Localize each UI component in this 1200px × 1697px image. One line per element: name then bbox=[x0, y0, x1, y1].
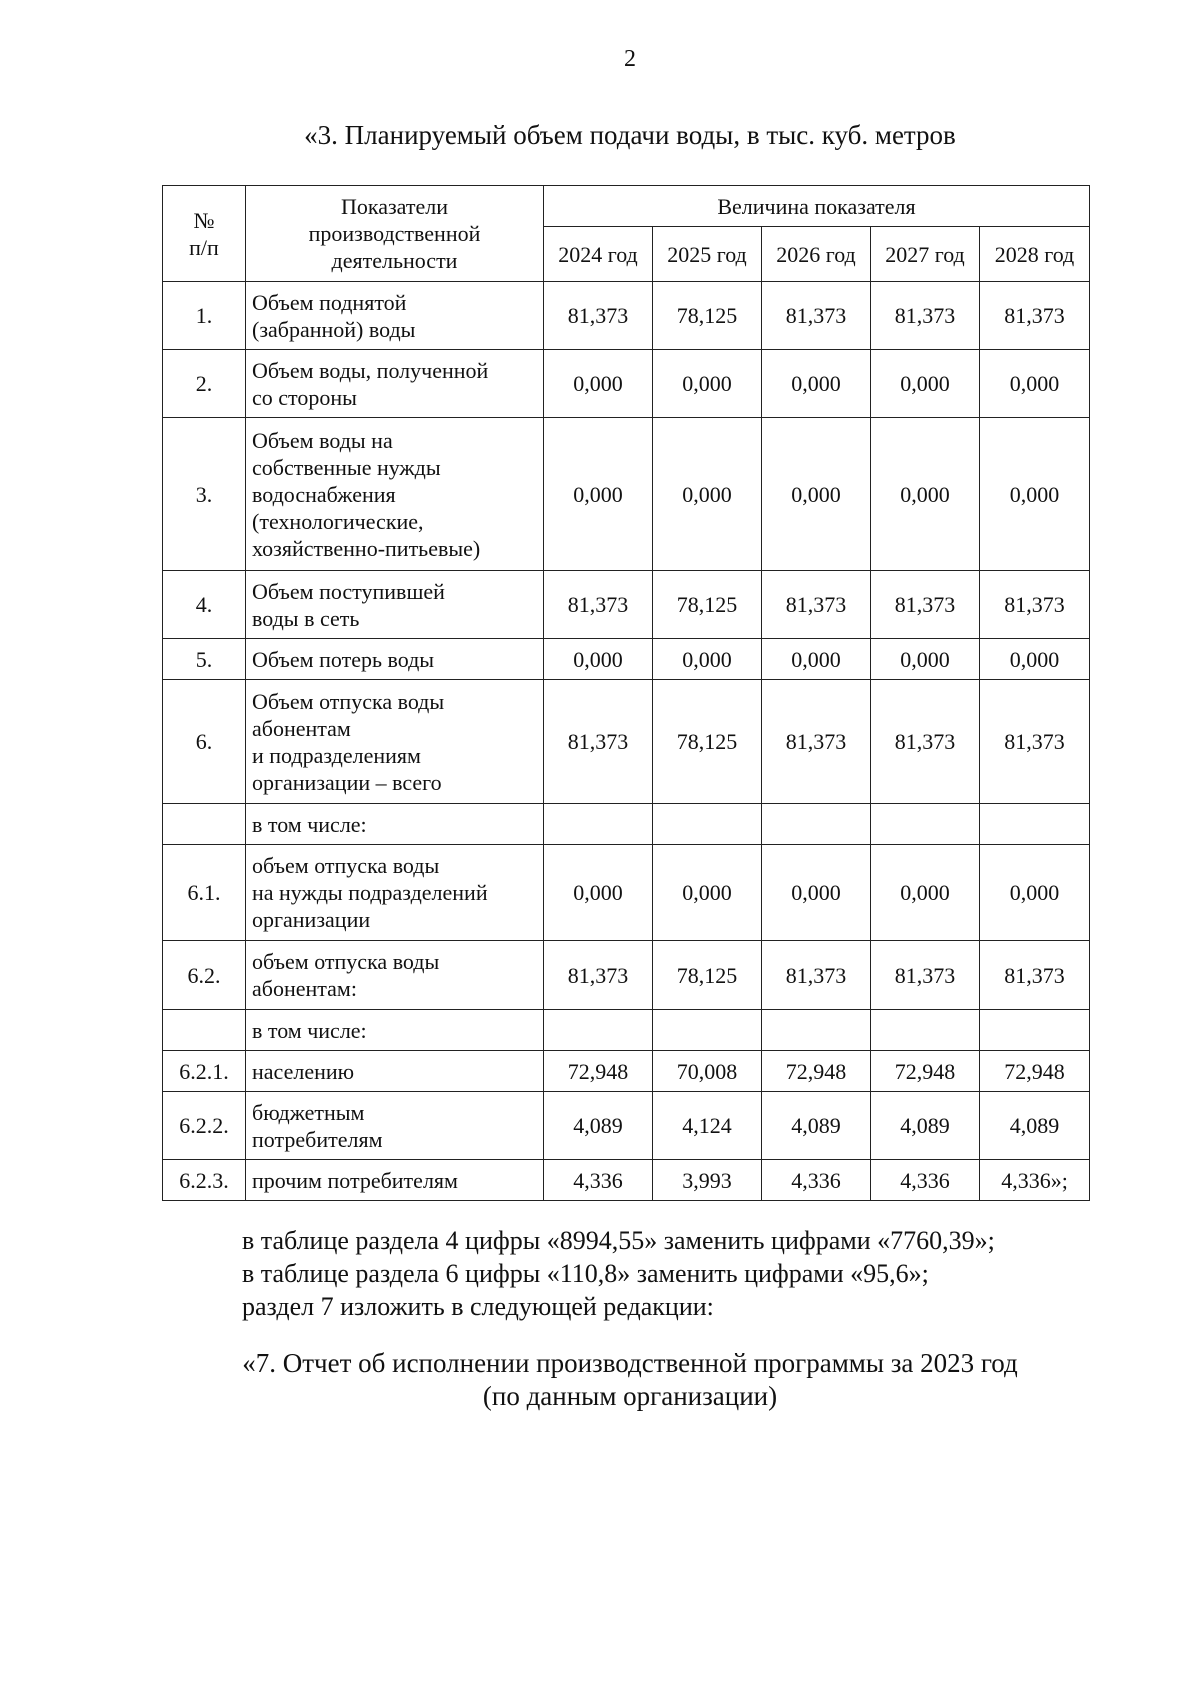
value-cell: 3,993 bbox=[653, 1160, 762, 1201]
row-number: 1. bbox=[163, 282, 246, 350]
indicator-line: Объем поднятой bbox=[252, 289, 407, 315]
value-cell: 4,336 bbox=[762, 1160, 871, 1201]
indicator-line: бюджетным bbox=[252, 1099, 365, 1125]
value-cell: 81,373 bbox=[980, 571, 1090, 639]
table-row bbox=[163, 804, 1090, 845]
value-cell: 0,000 bbox=[544, 845, 653, 941]
table-row bbox=[163, 1160, 1090, 1201]
value-cell: 0,000 bbox=[980, 418, 1090, 571]
value-cell: 0,000 bbox=[653, 350, 762, 418]
row-number: 2. bbox=[163, 350, 246, 418]
value-cell: 0,000 bbox=[762, 350, 871, 418]
table-row bbox=[163, 282, 1090, 350]
row-number: 6.2.2. bbox=[163, 1092, 246, 1160]
indicator-line: Объем потерь воды bbox=[252, 646, 435, 672]
value-cell: 81,373 bbox=[980, 941, 1090, 1010]
row-number bbox=[163, 804, 246, 845]
table-row bbox=[163, 639, 1090, 680]
value-cell: 81,373 bbox=[980, 282, 1090, 350]
row-number: 3. bbox=[163, 418, 246, 571]
value-cell: 78,125 bbox=[653, 680, 762, 804]
value-cell: 0,000 bbox=[544, 639, 653, 680]
value-cell: 0,000 bbox=[653, 639, 762, 680]
row-indicator bbox=[246, 1051, 544, 1092]
value-cell: 0,000 bbox=[980, 639, 1090, 680]
table-title: «3. Планируемый объем подачи воды, в тыс. куб. метров bbox=[304, 120, 956, 150]
value-cell: 4,336 bbox=[871, 1160, 980, 1201]
header-indicator-line: производственной bbox=[308, 221, 481, 246]
value-cell bbox=[980, 804, 1090, 845]
value-cell: 81,373 bbox=[980, 680, 1090, 804]
row-indicator bbox=[246, 1010, 544, 1051]
value-cell bbox=[762, 1010, 871, 1051]
value-cell: 0,000 bbox=[762, 639, 871, 680]
header-indicator bbox=[246, 186, 544, 282]
table-row bbox=[163, 418, 1090, 571]
value-cell bbox=[544, 804, 653, 845]
row-indicator bbox=[246, 680, 544, 804]
indicator-line: и подразделениям bbox=[252, 742, 421, 768]
header-num bbox=[163, 186, 246, 282]
header-indicator-line: деятельности bbox=[331, 248, 458, 273]
value-cell: 81,373 bbox=[871, 941, 980, 1010]
table-row bbox=[163, 1051, 1090, 1092]
indicator-line: водоснабжения bbox=[252, 481, 396, 507]
value-cell bbox=[871, 804, 980, 845]
indicator-line: (технологические, bbox=[252, 508, 424, 534]
amendment-line: в таблице раздела 6 цифры «110,8» заменить цифрами «95,6»; bbox=[242, 1259, 929, 1288]
indicator-line: в том числе: bbox=[252, 1017, 367, 1043]
value-cell: 0,000 bbox=[871, 639, 980, 680]
indicator-line: на нужды подразделений bbox=[252, 880, 488, 905]
header-year-2027: 2027 год bbox=[871, 227, 980, 282]
row-indicator bbox=[246, 1160, 544, 1201]
row-number: 5. bbox=[163, 639, 246, 680]
row-number: 6.2. bbox=[163, 941, 246, 1010]
row-number: 6.1. bbox=[163, 845, 246, 941]
indicator-line: объем отпуска воды bbox=[252, 949, 440, 974]
row-indicator bbox=[246, 350, 544, 418]
value-cell: 78,125 bbox=[653, 941, 762, 1010]
row-number: 6. bbox=[163, 680, 246, 804]
indicator-line: потребителям bbox=[252, 1126, 383, 1152]
section-7-title bbox=[0, 1347, 1200, 1413]
indicator-line: Объем воды на bbox=[252, 427, 393, 453]
value-cell bbox=[871, 1010, 980, 1051]
indicator-line: прочим потребителям bbox=[252, 1167, 458, 1193]
value-cell: 81,373 bbox=[544, 941, 653, 1010]
indicator-line: хозяйственно-питьевые) bbox=[252, 535, 481, 561]
indicator-line: абонентам: bbox=[252, 976, 357, 1001]
value-cell bbox=[544, 1010, 653, 1051]
value-cell: 4,089 bbox=[544, 1092, 653, 1160]
row-number bbox=[163, 1010, 246, 1051]
value-cell: 72,948 bbox=[980, 1051, 1090, 1092]
value-cell: 81,373 bbox=[544, 680, 653, 804]
row-indicator bbox=[246, 571, 544, 639]
indicator-line: в том числе: bbox=[252, 811, 367, 837]
row-number: 4. bbox=[163, 571, 246, 639]
row-indicator bbox=[246, 845, 544, 941]
value-cell bbox=[980, 1010, 1090, 1051]
row-indicator bbox=[246, 1092, 544, 1160]
value-cell: 0,000 bbox=[871, 418, 980, 571]
value-cell: 72,948 bbox=[544, 1051, 653, 1092]
indicator-line: абонентам bbox=[252, 715, 351, 741]
row-indicator bbox=[246, 418, 544, 571]
table-row bbox=[163, 680, 1090, 804]
table-row bbox=[163, 845, 1090, 941]
indicator-line: воды в сеть bbox=[252, 605, 360, 631]
value-cell: 0,000 bbox=[653, 418, 762, 571]
amendments-block bbox=[242, 1224, 995, 1323]
section-title-line: (по данным организации) bbox=[482, 1381, 778, 1411]
value-cell: 4,089 bbox=[762, 1092, 871, 1160]
value-cell: 81,373 bbox=[871, 680, 980, 804]
value-cell bbox=[653, 1010, 762, 1051]
row-indicator bbox=[246, 804, 544, 845]
header-indicator-line: Показатели bbox=[340, 194, 449, 219]
indicator-line: организации bbox=[252, 907, 371, 932]
indicator-line: организации – всего bbox=[252, 769, 442, 795]
table-row bbox=[163, 571, 1090, 639]
value-cell: 0,000 bbox=[871, 845, 980, 941]
value-cell: 78,125 bbox=[653, 282, 762, 350]
row-indicator bbox=[246, 941, 544, 1010]
value-cell bbox=[762, 804, 871, 845]
amendment-line: в таблице раздела 4 цифры «8994,55» заменить цифрами «7760,39»; bbox=[242, 1226, 995, 1255]
value-cell: 72,948 bbox=[871, 1051, 980, 1092]
value-cell: 78,125 bbox=[653, 571, 762, 639]
value-cell: 0,000 bbox=[762, 418, 871, 571]
water-supply-table bbox=[162, 185, 1090, 1201]
value-cell: 0,000 bbox=[544, 350, 653, 418]
value-cell: 81,373 bbox=[544, 282, 653, 350]
value-cell: 81,373 bbox=[762, 680, 871, 804]
table-row bbox=[163, 1092, 1090, 1160]
indicator-line: населению bbox=[252, 1058, 355, 1084]
indicator-line: Объем воды, полученной bbox=[252, 357, 489, 383]
header-year-2025: 2025 год bbox=[653, 227, 762, 282]
value-cell: 81,373 bbox=[871, 571, 980, 639]
value-cell: 0,000 bbox=[544, 418, 653, 571]
page-number: 2 bbox=[624, 46, 636, 72]
header-year-2024: 2024 год bbox=[544, 227, 653, 282]
value-cell: 4,124 bbox=[653, 1092, 762, 1160]
value-cell: 0,000 bbox=[762, 845, 871, 941]
table-row bbox=[163, 1010, 1090, 1051]
indicator-line: собственные нужды bbox=[252, 454, 441, 480]
value-cell bbox=[653, 804, 762, 845]
row-number: 6.2.3. bbox=[163, 1160, 246, 1201]
value-cell: 72,948 bbox=[762, 1051, 871, 1092]
value-cell: 81,373 bbox=[762, 941, 871, 1010]
value-cell: 4,089 bbox=[871, 1092, 980, 1160]
value-cell: 0,000 bbox=[980, 845, 1090, 941]
value-cell: 0,000 bbox=[980, 350, 1090, 418]
value-cell: 0,000 bbox=[871, 350, 980, 418]
table-row bbox=[163, 941, 1090, 1010]
value-cell: 70,008 bbox=[653, 1051, 762, 1092]
value-cell: 81,373 bbox=[871, 282, 980, 350]
indicator-line: Объем поступившей bbox=[252, 578, 445, 604]
header-year-2028: 2028 год bbox=[980, 227, 1090, 282]
header-num-line: п/п bbox=[189, 234, 219, 260]
amendment-line: раздел 7 изложить в следующей редакции: bbox=[242, 1292, 714, 1321]
indicator-line: со стороны bbox=[252, 384, 357, 410]
value-cell: 4,336»; bbox=[980, 1160, 1090, 1201]
header-num-line: № bbox=[193, 207, 215, 233]
table-row bbox=[163, 350, 1090, 418]
indicator-line: Объем отпуска воды bbox=[252, 688, 445, 714]
value-cell: 81,373 bbox=[762, 571, 871, 639]
value-cell: 0,000 bbox=[653, 845, 762, 941]
value-cell: 4,336 bbox=[544, 1160, 653, 1201]
indicator-line: объем отпуска воды bbox=[252, 853, 440, 878]
indicator-line: (забранной) воды bbox=[252, 316, 416, 342]
header-value-group: Величина показателя bbox=[544, 186, 1090, 227]
value-cell: 4,089 bbox=[980, 1092, 1090, 1160]
value-cell: 81,373 bbox=[762, 282, 871, 350]
row-number: 6.2.1. bbox=[163, 1051, 246, 1092]
row-indicator bbox=[246, 282, 544, 350]
section-title-line: «7. Отчет об исполнении производственной программы за 2023 год bbox=[242, 1348, 1018, 1378]
header-year-2026: 2026 год bbox=[762, 227, 871, 282]
value-cell: 81,373 bbox=[544, 571, 653, 639]
row-indicator bbox=[246, 639, 544, 680]
